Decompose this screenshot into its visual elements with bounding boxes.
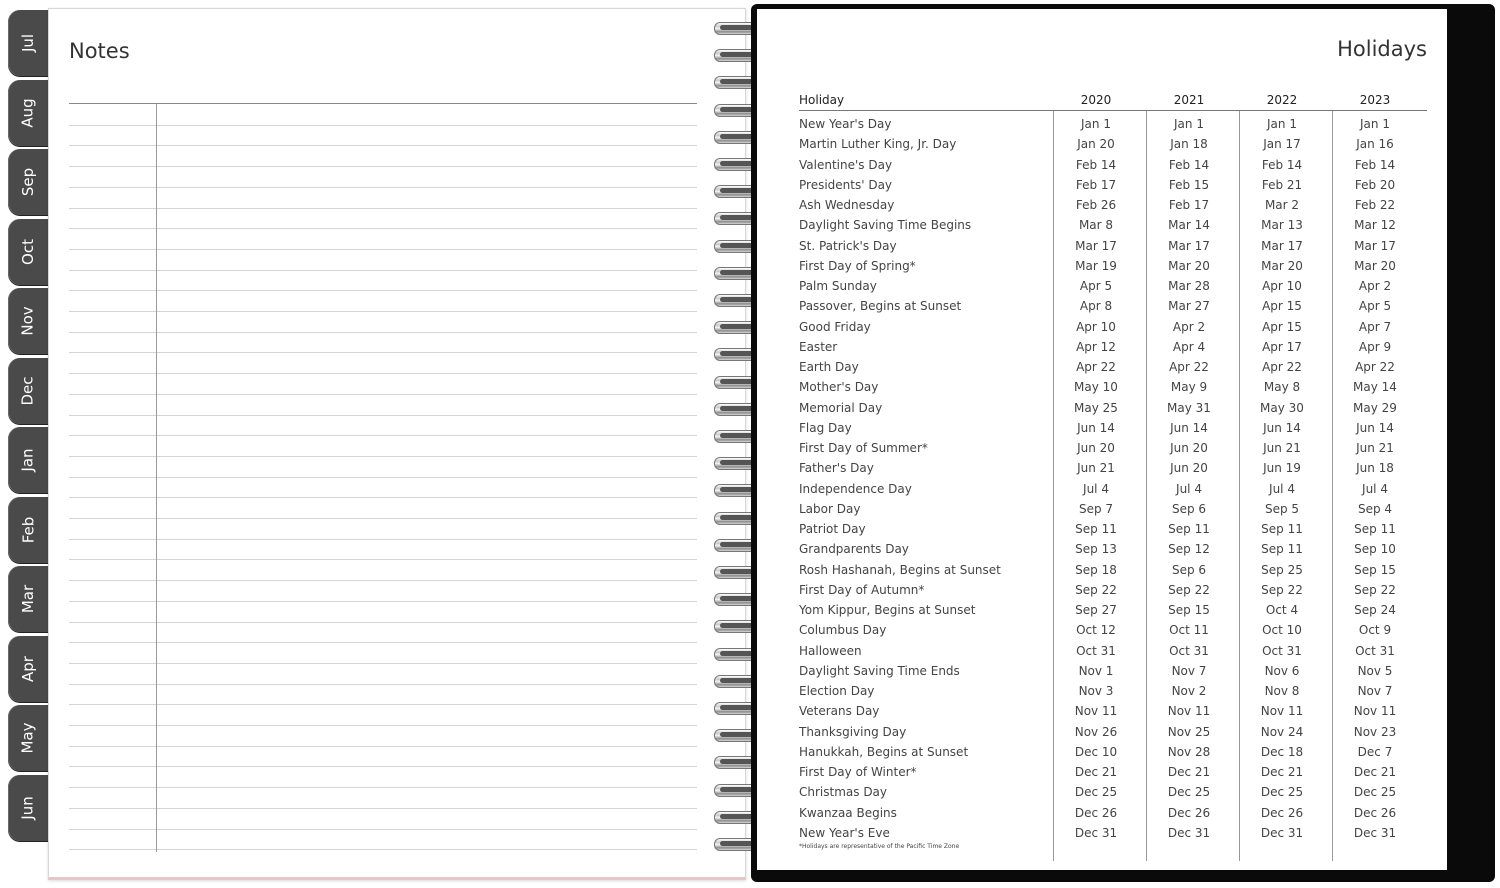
holiday-name: Kwanzaa Begins	[799, 805, 897, 820]
holiday-date: Mar 8	[1078, 218, 1114, 233]
note-line	[69, 435, 697, 436]
month-tab-label: Nov	[19, 306, 37, 336]
holidays-title: Holidays	[1337, 37, 1427, 61]
holiday-date: Mar 14	[1168, 218, 1210, 233]
note-line	[69, 311, 697, 312]
holiday-date: Feb 14	[1168, 157, 1210, 172]
holiday-date: May 8	[1263, 380, 1301, 395]
holiday-date: Jan 17	[1263, 137, 1301, 152]
holiday-date: May 10	[1074, 380, 1118, 395]
holiday-date: Mar 27	[1168, 299, 1210, 314]
year-header: 2021	[1173, 93, 1205, 107]
holiday-date: Sep 22	[1075, 582, 1117, 597]
holiday-date: Mar 20	[1261, 258, 1303, 273]
holiday-date: Sep 18	[1075, 562, 1117, 577]
holiday-name: Labor Day	[799, 501, 861, 516]
holiday-date: Oct 12	[1076, 623, 1116, 638]
table-row	[799, 380, 1427, 400]
holiday-name: Ash Wednesday	[799, 198, 895, 212]
table-row	[799, 745, 1427, 765]
holiday-name: Presidents' Day	[799, 177, 893, 192]
holiday-date: Dec 25	[1074, 785, 1118, 800]
holiday-date: Dec 26	[1074, 805, 1118, 820]
holiday-name: First Day of Summer*	[799, 441, 928, 455]
holiday-date: Sep 22	[1261, 582, 1303, 597]
table-row	[799, 299, 1427, 319]
table-row	[799, 684, 1427, 704]
holiday-name: Hanukkah, Begins at Sunset	[799, 744, 969, 759]
holiday-name: Earth Day	[799, 360, 859, 374]
holiday-name: Election Day	[799, 684, 875, 698]
table-row	[799, 542, 1427, 562]
holiday-name: Halloween	[799, 643, 862, 658]
holiday-name: Memorial Day	[799, 400, 883, 415]
holiday-date: Jun 21	[1077, 461, 1115, 476]
holiday-date: Dec 10	[1074, 744, 1118, 759]
note-line	[69, 539, 697, 540]
note-line	[69, 125, 697, 126]
holiday-date: Sep 11	[1261, 542, 1303, 557]
note-line	[69, 622, 697, 623]
holiday-date: Jul 4	[1083, 481, 1109, 496]
table-row	[799, 320, 1427, 340]
holiday-name: Independence Day	[799, 481, 912, 496]
note-line	[69, 849, 697, 850]
holiday-date: Jul 4	[1269, 481, 1295, 496]
holiday-date: Dec 21	[1353, 765, 1397, 779]
holiday-date: Sep 22	[1354, 582, 1396, 597]
holiday-name: Thanksgiving Day	[799, 724, 907, 739]
holiday-date: Jul 4	[1176, 481, 1202, 496]
holiday-date: Jun 18	[1356, 461, 1394, 476]
holiday-date: Sep 27	[1075, 603, 1117, 617]
month-tab-label: May	[18, 722, 37, 754]
note-line	[69, 580, 697, 581]
table-row	[799, 218, 1427, 238]
holiday-date: Oct 31	[1076, 643, 1116, 658]
notes-title: Notes	[69, 39, 130, 63]
holiday-date: Jun 20	[1077, 441, 1115, 455]
table-row	[799, 502, 1427, 522]
holiday-name: Easter	[799, 339, 838, 354]
holiday-date: Sep 15	[1168, 603, 1210, 617]
holiday-date: Apr 7	[1358, 319, 1392, 334]
note-line	[69, 518, 697, 519]
holiday-date: Jun 14	[1263, 420, 1301, 435]
month-tab-label: Jun	[19, 796, 37, 820]
holiday-name: Columbus Day	[799, 623, 887, 638]
holiday-date: Feb 20	[1354, 177, 1396, 192]
holiday-date: Mar 20	[1354, 258, 1396, 273]
year-header: 2020	[1080, 93, 1112, 107]
holiday-name: New Year's Eve	[799, 825, 890, 840]
holiday-date: Oct 11	[1169, 623, 1209, 638]
month-tab-oct[interactable]	[8, 219, 48, 285]
notes-ruled-lines	[69, 104, 697, 854]
holiday-date: Oct 10	[1262, 623, 1302, 638]
holiday-date: Mar 17	[1261, 238, 1303, 253]
holiday-date: Mar 17	[1168, 238, 1210, 253]
table-row	[799, 461, 1427, 481]
holiday-date: Dec 7	[1357, 744, 1393, 759]
holiday-date: Sep 24	[1354, 603, 1396, 617]
month-tab-jul[interactable]	[8, 10, 48, 76]
holiday-name: Good Friday	[799, 319, 871, 334]
holiday-date: Nov 2	[1171, 684, 1207, 698]
holiday-date: Dec 21	[1167, 765, 1211, 779]
note-line	[69, 766, 697, 767]
holiday-date: Jun 20	[1170, 461, 1208, 476]
holiday-date: Nov 6	[1264, 663, 1300, 678]
holiday-date: Nov 7	[1171, 663, 1207, 678]
holiday-name: Mother's Day	[799, 380, 879, 395]
holiday-date: Jul 4	[1362, 481, 1388, 496]
notes-page	[48, 8, 746, 880]
table-row	[799, 340, 1427, 360]
holiday-name: Grandparents Day	[799, 542, 909, 557]
holiday-date: Jan 18	[1170, 137, 1208, 152]
holiday-date: Mar 17	[1354, 238, 1396, 253]
holiday-date: Nov 8	[1264, 684, 1300, 698]
holiday-date: Jan 1	[1081, 117, 1111, 131]
holiday-date: Sep 15	[1354, 562, 1396, 577]
holiday-date: Apr 22	[1262, 360, 1302, 374]
holiday-date: Nov 25	[1167, 724, 1211, 739]
holiday-name: Passover, Begins at Sunset	[799, 299, 962, 314]
table-row	[799, 259, 1427, 279]
table-row	[799, 178, 1427, 198]
year-header: 2023	[1359, 93, 1391, 107]
note-line	[69, 145, 697, 146]
holiday-name: St. Patrick's Day	[799, 238, 897, 253]
month-tab-label: Apr	[18, 656, 37, 682]
holiday-name: First Day of Autumn*	[799, 582, 925, 597]
holiday-date: Mar 17	[1075, 238, 1117, 253]
note-line	[69, 187, 697, 188]
holiday-date: Oct 31	[1169, 643, 1209, 658]
holiday-date: Feb 17	[1075, 177, 1117, 192]
month-tab-label: Jan	[19, 448, 37, 472]
month-tab-label: Mar	[19, 584, 37, 614]
holiday-date: May 31	[1167, 400, 1211, 415]
holiday-date: Dec 21	[1260, 765, 1304, 779]
holiday-date: Nov 26	[1074, 724, 1118, 739]
month-tab-label: Aug	[18, 98, 37, 128]
holiday-date: Feb 26	[1075, 198, 1117, 212]
holiday-date: Sep 7	[1078, 501, 1114, 516]
holiday-name: Flag Day	[799, 420, 852, 435]
holiday-date: Apr 9	[1358, 339, 1392, 354]
holiday-date: Feb 14	[1261, 157, 1303, 172]
holiday-date: Dec 25	[1167, 785, 1211, 800]
holiday-date: Dec 25	[1260, 785, 1304, 800]
holiday-name: Rosh Hashanah, Begins at Sunset	[799, 562, 1001, 577]
table-row	[799, 117, 1427, 137]
table-row	[799, 401, 1427, 421]
holiday-date: Apr 5	[1358, 299, 1392, 314]
holiday-date: Jun 19	[1263, 461, 1301, 476]
holidays-page	[757, 9, 1447, 870]
holiday-date: Jun 14	[1170, 420, 1208, 435]
note-line	[69, 456, 697, 457]
holiday-date: Apr 15	[1262, 299, 1302, 314]
holiday-name: Veterans Day	[799, 704, 880, 719]
holiday-name: New Year's Day	[799, 117, 892, 131]
holiday-date: Mar 13	[1261, 218, 1303, 233]
table-row	[799, 725, 1427, 745]
table-row	[799, 806, 1427, 826]
note-line	[69, 497, 697, 498]
holiday-date: Oct 31	[1355, 643, 1395, 658]
holiday-date: Jan 1	[1360, 117, 1390, 131]
holiday-date: Nov 3	[1078, 684, 1114, 698]
note-line	[69, 725, 697, 726]
holiday-date: May 30	[1260, 400, 1304, 415]
holiday-date: Sep 25	[1261, 562, 1303, 577]
holiday-date: Jun 21	[1356, 441, 1394, 455]
note-line	[69, 415, 697, 416]
holiday-name: Father's Day	[799, 461, 874, 476]
holiday-date: Sep 11	[1354, 522, 1396, 536]
note-line	[69, 352, 697, 353]
note-line	[69, 228, 697, 229]
holiday-date: Jan 1	[1267, 117, 1297, 131]
holiday-date: Jun 14	[1356, 420, 1394, 435]
holiday-date: Mar 19	[1075, 258, 1117, 273]
note-line	[69, 249, 697, 250]
table-row	[799, 198, 1427, 218]
table-row	[799, 158, 1427, 178]
month-tab-jan[interactable]	[8, 427, 48, 493]
note-line	[69, 332, 697, 333]
holiday-date: Sep 4	[1357, 501, 1393, 516]
holiday-name: Daylight Saving Time Ends	[799, 663, 960, 678]
holiday-date: Mar 12	[1354, 218, 1396, 233]
month-tab-mar[interactable]	[8, 566, 48, 632]
holiday-date: Feb 15	[1168, 177, 1210, 192]
holiday-date: Sep 13	[1075, 542, 1117, 557]
holiday-date: Apr 17	[1262, 339, 1302, 354]
holiday-date: Nov 11	[1353, 704, 1397, 719]
holiday-date: Sep 11	[1075, 522, 1117, 536]
table-row	[799, 603, 1427, 623]
holiday-date: Apr 22	[1169, 360, 1209, 374]
holiday-date: Nov 28	[1167, 744, 1211, 759]
month-tab-may[interactable]	[8, 705, 48, 771]
holiday-date: Apr 2	[1358, 279, 1392, 293]
holiday-date: May 29	[1353, 400, 1397, 415]
holiday-date: Nov 11	[1074, 704, 1118, 719]
month-tab-label: Sep	[19, 167, 37, 197]
table-row	[799, 482, 1427, 502]
month-tab-sep[interactable]	[8, 149, 48, 215]
note-line	[69, 208, 697, 209]
holiday-date: Sep 5	[1264, 501, 1300, 516]
holiday-name: Daylight Saving Time Begins	[799, 218, 972, 233]
holiday-date: Apr 22	[1076, 360, 1116, 374]
holiday-date: Jun 21	[1263, 441, 1301, 455]
holiday-date: Sep 6	[1171, 562, 1207, 577]
holiday-date: Jun 20	[1170, 441, 1208, 455]
note-line	[69, 373, 697, 374]
month-tab-apr[interactable]	[8, 636, 48, 702]
holiday-date: Nov 11	[1260, 704, 1304, 719]
holiday-date: Apr 12	[1076, 339, 1116, 354]
note-line	[69, 746, 697, 747]
holiday-name: Martin Luther King, Jr. Day	[799, 137, 957, 152]
holiday-date: Apr 22	[1355, 360, 1395, 374]
holiday-date: Sep 11	[1168, 522, 1210, 536]
holiday-date: Jun 14	[1077, 420, 1115, 435]
holiday-name: Palm Sunday	[799, 279, 877, 293]
table-row	[799, 421, 1427, 441]
holiday-date: May 14	[1353, 380, 1397, 395]
holiday-date: Dec 31	[1167, 825, 1211, 840]
holiday-date: Dec 31	[1353, 825, 1397, 840]
holiday-date: Dec 31	[1260, 825, 1304, 840]
holiday-date: Dec 25	[1353, 785, 1397, 800]
note-line	[69, 477, 697, 478]
holiday-date: Apr 10	[1262, 279, 1302, 293]
holiday-date: Feb 21	[1261, 177, 1303, 192]
note-line	[69, 808, 697, 809]
holiday-date: May 9	[1170, 380, 1208, 395]
month-tab-label: Feb	[19, 516, 37, 544]
note-line	[69, 270, 697, 271]
note-line	[69, 829, 697, 830]
holiday-date: Feb 14	[1075, 157, 1117, 172]
table-row	[799, 563, 1427, 583]
holiday-date: Sep 11	[1261, 522, 1303, 536]
table-row	[799, 644, 1427, 664]
table-row	[799, 765, 1427, 785]
holiday-date: Dec 26	[1353, 805, 1397, 820]
holiday-name: Yom Kippur, Begins at Sunset	[799, 603, 976, 617]
note-line	[69, 684, 697, 685]
holiday-date: Sep 10	[1354, 542, 1396, 557]
holiday-name: Patriot Day	[799, 522, 866, 536]
holiday-date: Apr 4	[1172, 339, 1206, 354]
month-tab-nov[interactable]	[8, 288, 48, 354]
note-line	[69, 394, 697, 395]
month-tabs	[8, 10, 50, 875]
table-row	[799, 441, 1427, 461]
table-row	[799, 137, 1427, 157]
holiday-date: Feb 17	[1168, 198, 1210, 212]
note-line	[69, 642, 697, 643]
holiday-name: Valentine's Day	[799, 157, 893, 172]
table-row	[799, 522, 1427, 542]
table-row	[799, 785, 1427, 805]
holiday-column-header: Holiday	[799, 93, 845, 107]
holiday-date: Nov 7	[1357, 684, 1393, 698]
holiday-date: Dec 18	[1260, 744, 1304, 759]
holiday-date: Feb 22	[1354, 198, 1396, 212]
table-row	[799, 623, 1427, 643]
table-row	[799, 704, 1427, 724]
holiday-date: Apr 2	[1172, 319, 1206, 334]
table-row	[799, 279, 1427, 299]
holiday-date: Jan 16	[1356, 137, 1394, 152]
month-tab-jun[interactable]	[8, 775, 48, 841]
note-line	[69, 663, 697, 664]
holiday-date: Nov 24	[1260, 724, 1304, 739]
year-header: 2022	[1266, 93, 1298, 107]
holiday-name: Christmas Day	[799, 785, 888, 800]
note-line	[69, 166, 697, 167]
holiday-name: First Day of Spring*	[799, 258, 916, 273]
holiday-name: First Day of Winter*	[799, 765, 917, 779]
holiday-date: Nov 5	[1357, 663, 1393, 678]
holiday-date: Dec 31	[1074, 825, 1118, 840]
note-line	[69, 559, 697, 560]
holiday-date: Jan 1	[1174, 117, 1204, 131]
holiday-date: Oct 9	[1358, 623, 1392, 638]
note-line	[69, 290, 697, 291]
holiday-date: Nov 11	[1167, 704, 1211, 719]
holiday-date: Mar 2	[1264, 198, 1300, 212]
holiday-date: Apr 10	[1076, 319, 1116, 334]
note-line	[69, 787, 697, 788]
month-tab-aug[interactable]	[8, 80, 48, 146]
holiday-date: Dec 21	[1074, 765, 1118, 779]
holiday-date: Apr 5	[1079, 279, 1113, 293]
holiday-date: Nov 1	[1078, 663, 1114, 678]
holiday-date: Mar 20	[1168, 258, 1210, 273]
holiday-date: May 25	[1074, 400, 1118, 415]
table-row	[799, 583, 1427, 603]
table-row	[799, 664, 1427, 684]
holiday-date: Dec 26	[1167, 805, 1211, 820]
month-tab-label: Oct	[19, 239, 37, 265]
holiday-date: Oct 31	[1262, 643, 1302, 658]
holiday-date: Sep 6	[1171, 501, 1207, 516]
note-line	[69, 704, 697, 705]
month-tab-feb[interactable]	[8, 497, 48, 563]
month-tab-label: Dec	[19, 376, 37, 406]
footnote: *Holidays are representative of the Pacific Time Zone	[799, 843, 960, 850]
month-tab-label: Jul	[18, 33, 37, 53]
table-row	[799, 239, 1427, 259]
holiday-date: Feb 14	[1354, 157, 1396, 172]
note-line	[69, 601, 697, 602]
holiday-date: Nov 23	[1353, 724, 1397, 739]
holiday-date: Oct 4	[1265, 603, 1299, 617]
month-tab-dec[interactable]	[8, 358, 48, 424]
table-row	[799, 360, 1427, 380]
holiday-date: Mar 28	[1168, 279, 1210, 293]
holiday-date: Apr 8	[1079, 299, 1113, 314]
holiday-date: Jan 20	[1077, 137, 1115, 152]
holiday-date: Sep 22	[1168, 582, 1210, 597]
notes-margin-line	[156, 104, 157, 852]
holiday-date: Apr 15	[1262, 319, 1302, 334]
holiday-date: Sep 12	[1168, 542, 1210, 557]
holiday-date: Dec 26	[1260, 805, 1304, 820]
